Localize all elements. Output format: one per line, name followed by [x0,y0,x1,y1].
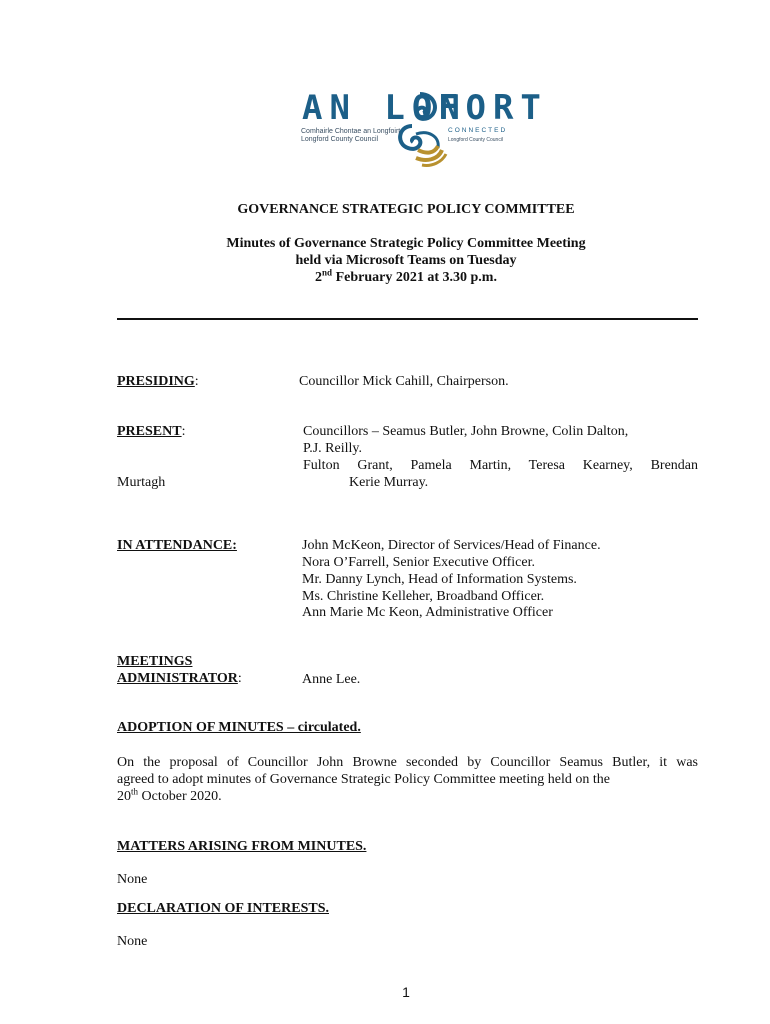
attendance-item: Nora O’Farrell, Senior Executive Officer. [302,555,535,570]
matters-heading: MATTERS ARISING FROM MINUTES. [117,839,367,854]
attendance-label: IN ATTENDANCE: [117,538,237,553]
logo [298,86,548,168]
present-line4-left: Murtagh [117,475,166,490]
logo-subtitle-irish: Comhairle Chontae an Longfoirt [301,128,401,135]
presiding-label-text: PRESIDING [117,374,195,389]
administrator-label-line1: MEETINGS [117,654,193,669]
presiding-value: Councillor Mick Cahill, Chairperson. [299,374,509,389]
logo-word-left: AN LON [302,88,467,128]
presiding-label [117,373,199,390]
administrator-value: Anne Lee. [302,672,361,687]
present-line3: Fulton Grant, Pamela Martin, Teresa Kearney, Brendan [303,458,698,473]
minutes-title-line1: Minutes of Governance Strategic Policy Committee Meeting [226,236,586,251]
adoption-sup: th [131,786,139,797]
declaration-body: None [117,934,148,949]
matters-body: None [117,872,148,887]
date-rest: February 2021 at 3.30 p.m. [332,270,497,285]
logo-tag-right-small: Longford County Council [448,137,504,143]
minutes-title-line2: held via Microsoft Teams on Tuesday [295,253,517,268]
administrator-label-text: ADMINISTRATOR [117,671,238,686]
date-sup: nd [322,267,333,278]
attendance-item: John McKeon, Director of Services/Head of Finance. [302,538,601,553]
logo-swirl-icon [392,86,448,168]
committee-title: GOVERNANCE STRATEGIC POLICY COMMITTEE [237,202,575,217]
declaration-heading: DECLARATION OF INTERESTS. [117,901,329,916]
logo-tag-right: CONNECTED [448,127,508,134]
logo-word-right: FORT [438,88,548,128]
present-line1: Councillors – Seamus Butler, John Browne, Colin Dalton, [303,424,629,439]
page-number: 1 [402,984,410,1000]
attendance-item: Mr. Danny Lynch, Head of Information Systems. [302,572,577,587]
adoption-line1: On the proposal of Councillor John Browne seconded by Councillor Seamus Butler, it was [117,755,698,770]
adoption-rest: October 2020. [138,789,222,804]
presiding-colon: : [194,374,199,389]
logo-subtitle-english: Longford County Council [301,136,379,143]
divider-rule [117,318,698,320]
date-day: 2 [315,270,323,285]
present-line2: P.J. Reilly. [303,441,362,456]
present-label-text: PRESENT [117,424,182,439]
attendance-item: Ms. Christine Kelleher, Broadband Officer. [302,589,545,604]
present-colon: : [181,424,186,439]
administrator-colon: : [237,671,242,686]
adoption-heading: ADOPTION OF MINUTES – circulated. [117,720,361,735]
adoption-line2: agreed to adopt minutes of Governance Strategic Policy Committee meeting held on the [117,772,610,787]
present-line4-right: Kerie Murray. [349,475,429,490]
minutes-date [0,267,770,286]
administrator-label-line2 [117,670,242,687]
adoption-day: 20 [117,789,131,804]
adoption-line3 [117,788,222,805]
present-label [117,423,185,440]
attendance-item: Ann Marie Mc Keon, Administrative Officer [302,605,553,620]
